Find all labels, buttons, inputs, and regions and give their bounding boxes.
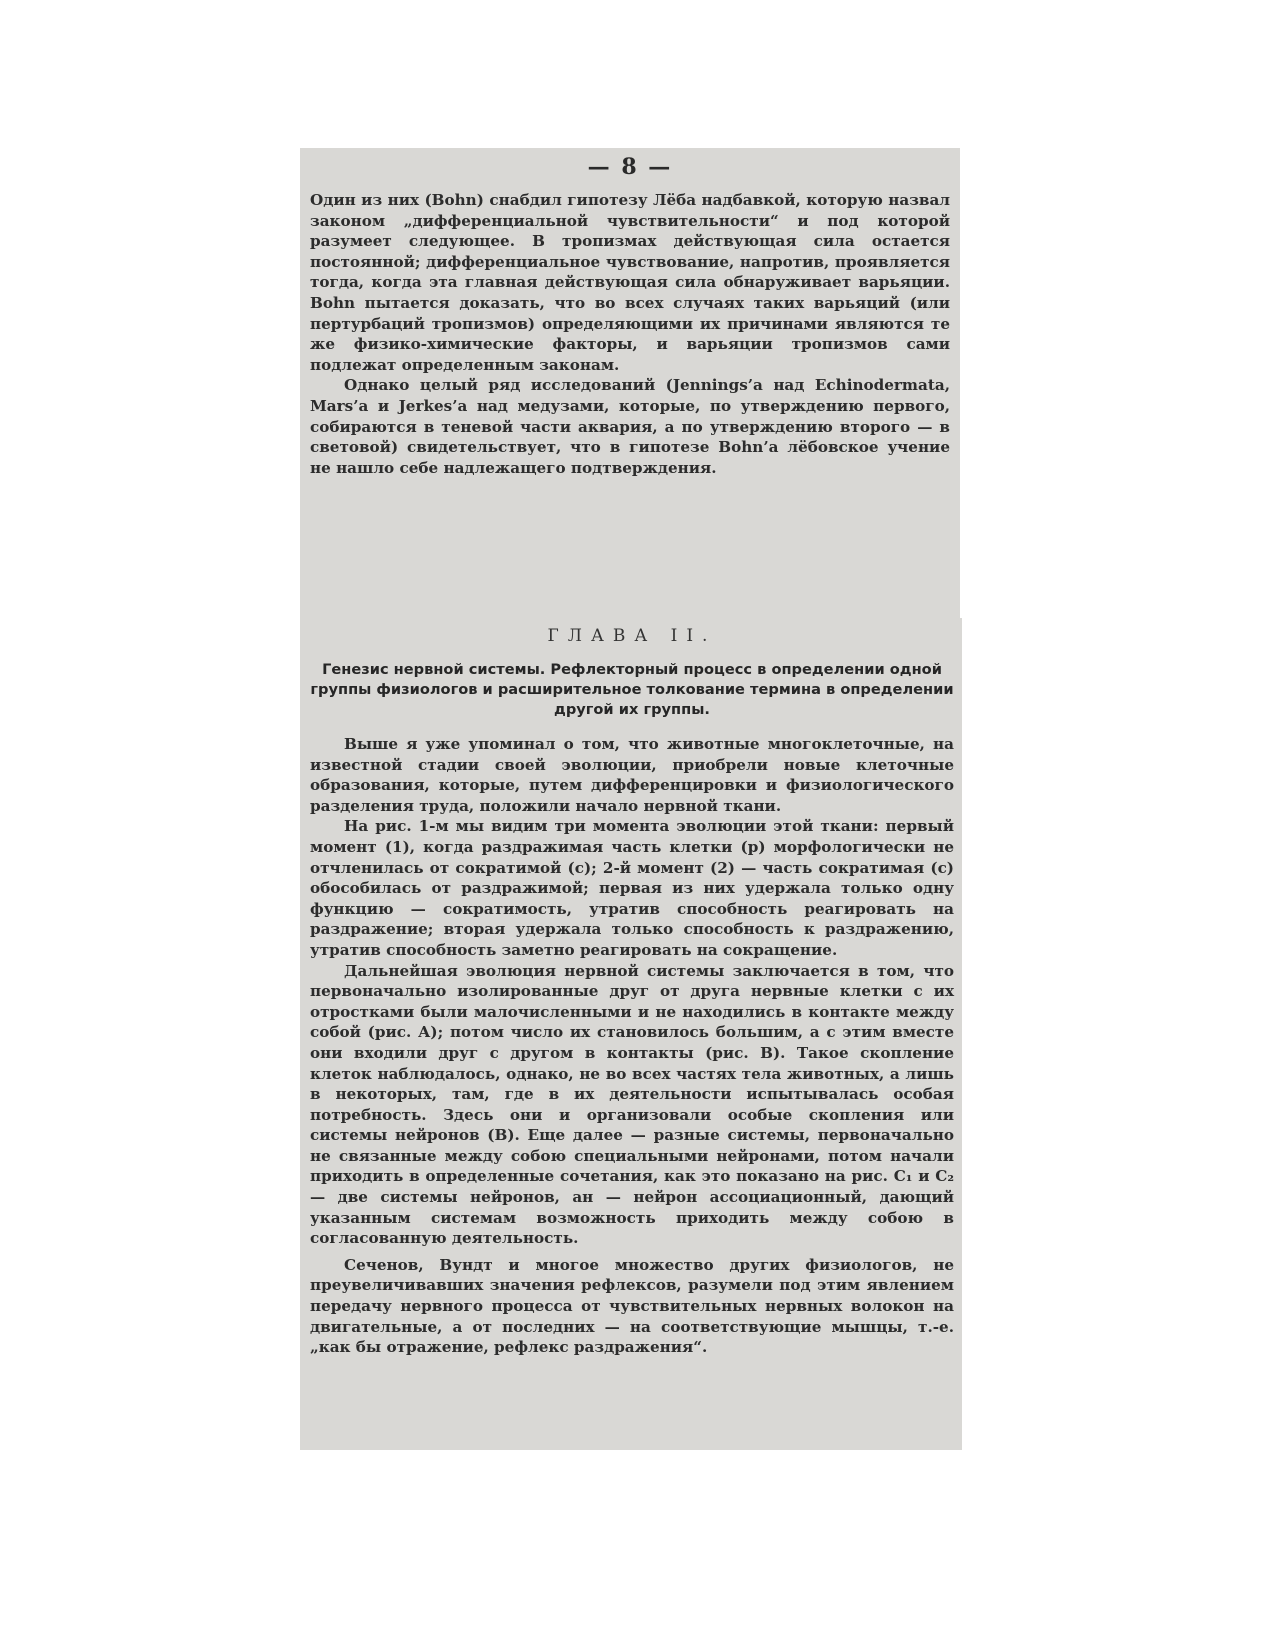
chapter-title: ГЛАВА II.: [547, 626, 717, 646]
paragraph-jennings: Однако целый ряд исследований (Jennings’a над Echinodermata, Mars’a и Jerkes’a над медузами, которые, по утверждению первого, собираются в теневой части аквария, а по утверждению второго — в световой) свидетельствует, что в гипотезе Bohn’a лёбовское учение не нашло себе надлежащего подтверждения.: [310, 376, 950, 477]
scan-bottom-fragment: [300, 618, 962, 1450]
chapter-heading: Генезис нервной системы. Рефлекторный процесс в определении одной группы физиологов и расширительное толкование термина в определении другой их группы.: [310, 661, 954, 718]
paragraph-bohn: Один из них (Bohn) снабдил гипотезу Лёба надбавкой, которую назвал законом „дифференциальной чувствительности“ и под которой разумеет следующее. В тропизмах действующая сила остается постоянной; дифференциальное чувствование, напротив, проявляется тогда, когда эта главная действующая сила обнаруживает варьяции. Bohn пытается доказать, что во всех случаях таких варьяций (или пертурбаций тропизмов) определяющими их причинами являются те же физико-химические факторы, и варьяции тропизмов сами подлежат определенным законам.: [310, 191, 950, 374]
page-number: — 8 —: [587, 154, 673, 180]
scan-top-fragment: [300, 148, 960, 618]
paragraph-figure-1: На рис. 1-м мы видим три момента эволюции этой ткани: первый момент (1), когда раздражимая часть клетки (р) морфологически не отчленилась от сократимой (с); 2-й момент (2) — часть сократимая (с) обособилась от раздражимой; первая из них удержала только одну функцию — сократимость, утратив способность реагировать на раздражение; вторая удержала только способность к раздражению, утратив способность заметно реагировать на сокращение.: [310, 817, 954, 959]
paragraph-sechenov: Сеченов, Вундт и многое множество других физиологов, не преувеличивавших значения рефлексов, разумели под этим явлением передачу нервного процесса от чувствительных нервных волокон на двигательные, а от последних — на соответствующие мышцы, т.-е. „как бы отражение, рефлекс раздражения“.: [310, 1255, 954, 1357]
paragraph-evolution: Выше я уже упоминал о том, что животные многоклеточные, на известной стадии своей эволюции, приобрели новые клеточные образования, которые, путем дифференцировки и физиологического разделения труда, положили начало нервной ткани.: [310, 735, 954, 815]
paragraph-further-evolution: Дальнейшая эволюция нервной системы заключается в том, что первоначально изолированные друг от друга нервные клетки с их отростками были малочисленными и не находились в контакте между собой (рис. А); потом число их становилось большим, а с этим вместе они входили друг с другом в контакты (рис. В). Такое скопление клеток наблюдалось, однако, не во всех частях тела животных, а лишь в некоторых, там, где в их деятельности испытывалась особая потребность. Здесь они и организовали особые скопления или системы нейронов (В). Еще далее — разные системы, первоначально не связанные между собою специальными нейронами, потом начали приходить в определенные сочетания, как это показано на рис. C₁ и C₂ — две системы нейронов, ан — нейрон ассоциационный, дающий указанным системам возможность приходить между собою в согласованную деятельность.: [310, 961, 954, 1248]
